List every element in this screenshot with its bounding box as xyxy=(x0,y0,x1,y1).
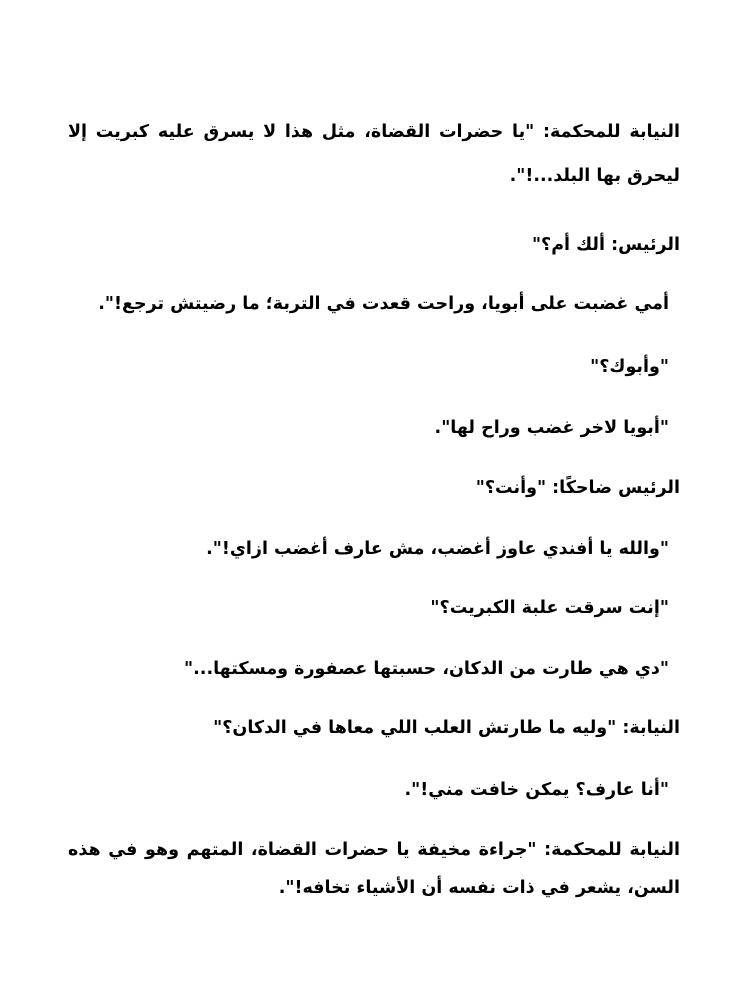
paragraph-judge-question-mother: الرئيس: ألك أم؟" xyxy=(531,235,680,255)
text-line: ليحرق بها البلد...!". xyxy=(509,166,680,186)
text-line: النيابة للمحكمة: "جراءة مخيفة يا حضرات القضاة، المتهم وهو في هذه xyxy=(68,840,680,860)
text-line: النيابة للمحكمة: "يا حضرات القضاة، مثل هذا لا يسرق عليه كبريت إلا xyxy=(68,122,680,142)
text-line: السن، يشعر في ذات نفسه أن الأشياء تخافه!". xyxy=(278,878,680,898)
paragraph-defendant-afraid-answer: "أنا عارف؟ يمكن خافت مني!". xyxy=(404,780,669,800)
paragraph-defendant-father-answer: "أبويا لاخر غضب وراح لها". xyxy=(434,418,669,438)
paragraph-defendant-angry-answer: "والله يا أفندي عاوز أغضب، مش عارف أغضب ازاي!". xyxy=(206,539,669,559)
paragraph-prosecution-question: النيابة: "وليه ما طارتش العلب اللي معاها في الدكان؟" xyxy=(213,718,680,738)
paragraph-defendant-bird-answer: "دي هي طارت من الدكان، حسبتها عصفورة ومسكتها..." xyxy=(184,659,669,679)
paragraph-prosecution-closing xyxy=(68,835,680,903)
paragraph-question-matchbox: "إنت سرقت علبة الكبريت؟" xyxy=(430,598,669,618)
paragraph-prosecution-opening xyxy=(68,117,680,191)
paragraph-question-father: "وأبوك؟" xyxy=(590,357,669,377)
paragraph-judge-laughing: الرئيس ضاحكًا: "وأنت؟" xyxy=(475,478,680,498)
paragraph-defendant-mother-answer: أمي غضبت على أبويا، وراحت قعدت في التربة؛ ما رضيتش ترجع!". xyxy=(98,294,669,314)
